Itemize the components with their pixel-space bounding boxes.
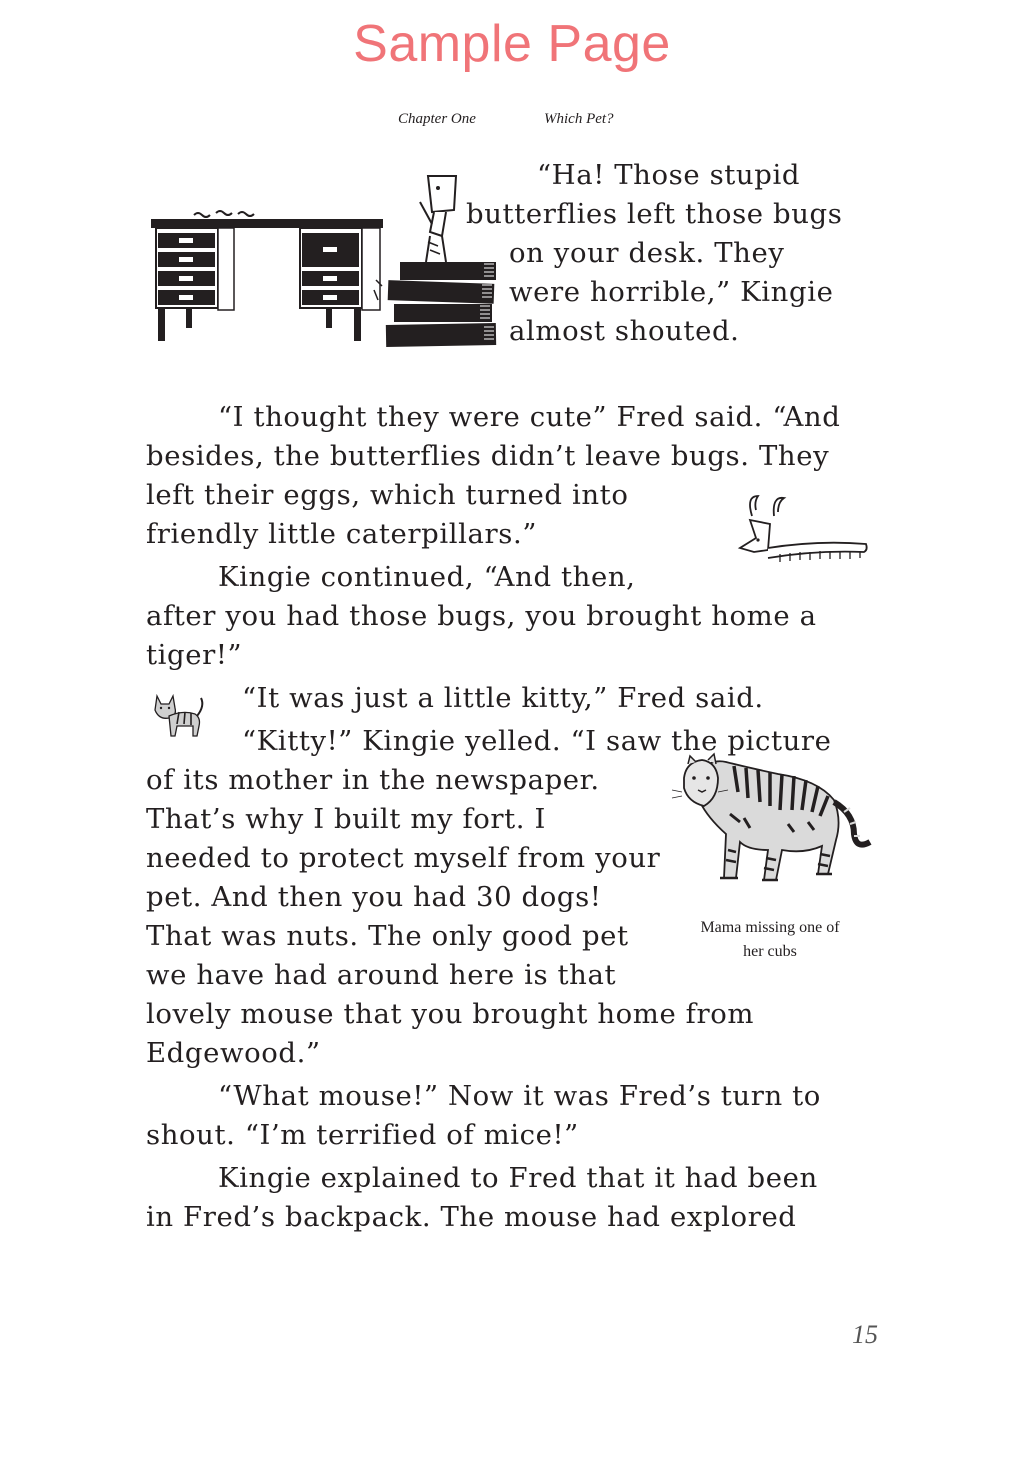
running-head-title: Which Pet?	[544, 111, 614, 127]
text-line-7: besides, the butterflies didn’t leave bugs. They	[146, 440, 830, 472]
tiger-illustration	[678, 754, 874, 916]
text-line-19: That was nuts. The only good pet	[146, 920, 629, 952]
text-line-26: in Fred’s backpack. The mouse had explored	[146, 1201, 797, 1233]
sample-page-stamp: Sample Page	[353, 15, 671, 73]
text-line-14: “Kitty!” Kingie yelled. “I saw the picture	[242, 725, 832, 757]
text-line-16: That’s why I built my fort. I	[146, 803, 546, 835]
tiger-caption-line-1: Mama missing one of	[700, 919, 840, 936]
tiger-caption-line-2: her cubs	[743, 943, 797, 960]
text-line-12: tiger!”	[146, 639, 243, 671]
text-line-21: lovely mouse that you brought home from	[146, 998, 755, 1030]
text-line-15: of its mother in the newspaper.	[146, 764, 600, 796]
desk-illustration	[150, 205, 386, 345]
kitten-illustration	[147, 692, 207, 742]
text-line-8: left their eggs, which turned into	[146, 479, 629, 511]
text-line-20: we have had around here is that	[146, 959, 617, 991]
text-line-17: needed to protect myself from your	[146, 842, 661, 874]
text-line-4: were horrible,” Kingie	[509, 276, 834, 308]
text-line-11: after you had those bugs, you brought home a	[146, 600, 817, 632]
text-line-10: Kingie continued, “And then,	[218, 561, 636, 593]
text-line-3: on your desk. They	[509, 237, 785, 269]
text-line-6: “I thought they were cute” Fred said. “And	[218, 401, 841, 433]
text-line-22: Edgewood.”	[146, 1037, 321, 1069]
running-head-chapter: Chapter One	[398, 111, 476, 127]
text-line-9: friendly little caterpillars.”	[146, 518, 537, 550]
text-line-13: “It was just a little kitty,” Fred said.	[242, 682, 764, 714]
text-line-18: pet. And then you had 30 dogs!	[146, 881, 602, 913]
text-line-23: “What mouse!” Now it was Fred’s turn to	[218, 1080, 821, 1112]
text-line-2: butterflies left those bugs	[466, 198, 843, 230]
caterpillar-illustration	[734, 494, 870, 580]
text-line-25: Kingie explained to Fred that it had been	[218, 1162, 818, 1194]
page-number: 15	[852, 1320, 878, 1349]
tiger-caption	[670, 916, 870, 964]
text-line-1: “Ha! Those stupid	[537, 159, 801, 191]
text-line-5: almost shouted.	[509, 315, 740, 347]
text-line-24: shout. “I’m terrified of mice!”	[146, 1119, 579, 1151]
